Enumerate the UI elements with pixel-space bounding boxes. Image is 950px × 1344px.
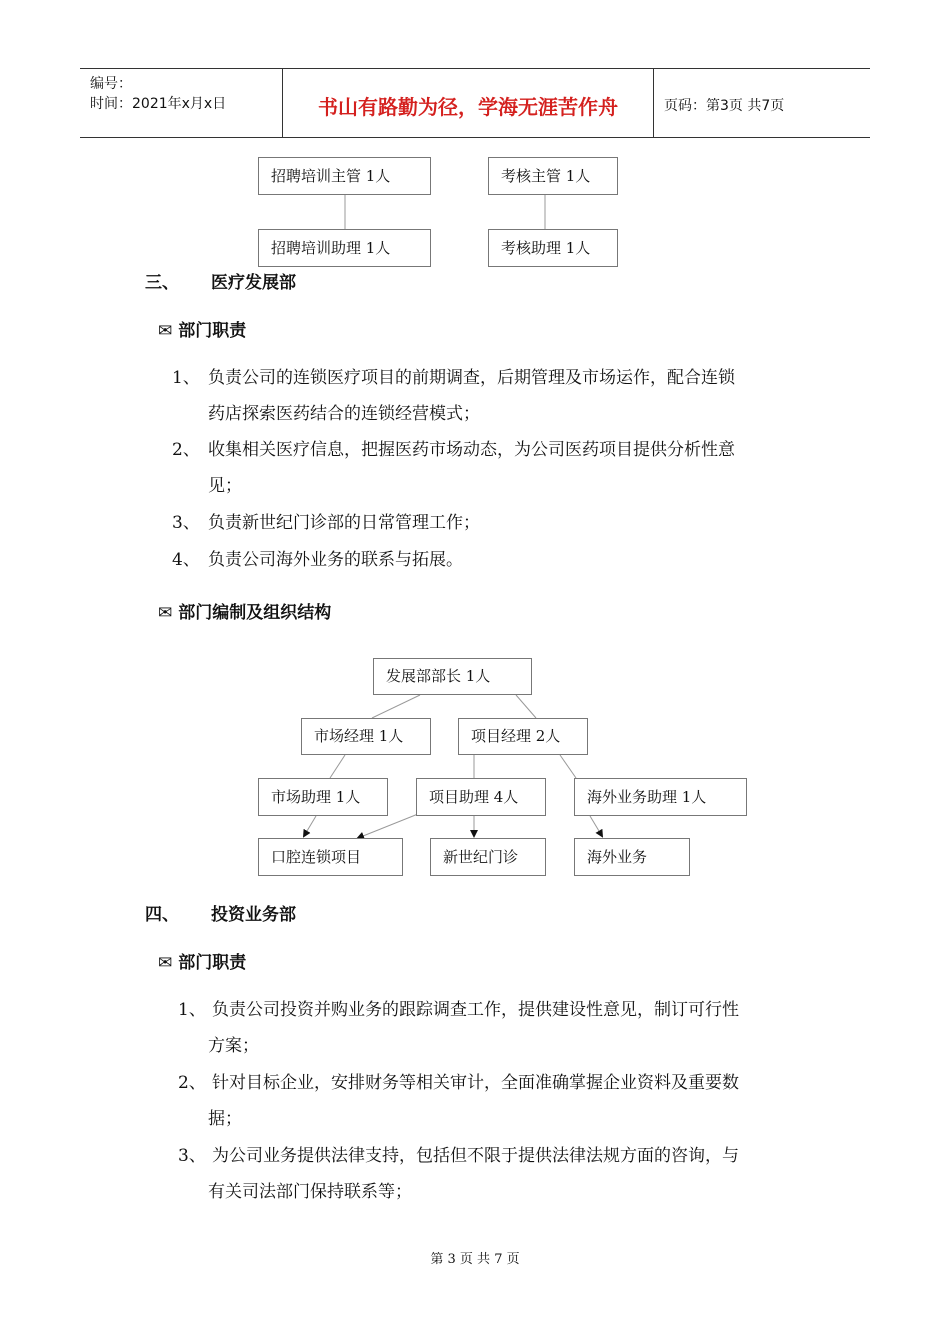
section-3-number: 三、 xyxy=(145,273,179,293)
item-number: 3、 xyxy=(172,513,200,533)
list-item xyxy=(172,360,812,432)
page-footer: 第 3 页 共 7 页 xyxy=(430,1252,520,1267)
list-item xyxy=(172,992,812,1064)
item-text xyxy=(208,1065,812,1137)
item-number: 2、 xyxy=(178,1073,206,1093)
item-line: 为公司业务提供法律支持，包括但不限于提供法律法规方面的咨询，与 xyxy=(212,1146,739,1166)
item-line: 收集相关医疗信息，把握医药市场动态，为公司医药项目提供分析性意 xyxy=(208,440,735,460)
motto: 书山有路勤为径，学海无涯苦作舟 xyxy=(318,95,618,119)
market-assistant-box: 市场助理 1人 xyxy=(258,778,388,816)
envelope-icon: ✉ xyxy=(158,603,173,623)
item-text xyxy=(208,1138,812,1210)
item-text: 负责公司海外业务的联系与拓展。 xyxy=(208,550,463,570)
envelope-icon: ✉ xyxy=(158,953,173,973)
item-number: 1、 xyxy=(172,368,200,388)
item-text xyxy=(208,360,808,432)
section-4-title: 投资业务部 xyxy=(211,905,296,925)
item-text xyxy=(208,432,808,504)
item-line: 负责公司的连锁医疗项目的前期调查，后期管理及市场运作，配合连锁 xyxy=(208,368,735,388)
time-label: 时间：2021年x月x日 xyxy=(90,96,227,112)
item-line: 方案； xyxy=(208,1036,259,1056)
item-number: 2、 xyxy=(172,440,200,460)
clinic-box: 新世纪门诊 xyxy=(430,838,546,876)
item-number: 4、 xyxy=(172,550,200,570)
envelope-icon: ✉ xyxy=(158,321,173,341)
section-3-title: 医疗发展部 xyxy=(211,273,296,293)
dental-project-box: 口腔连锁项目 xyxy=(258,838,403,876)
section-3-duties-heading xyxy=(158,316,246,341)
list-item xyxy=(172,432,812,504)
project-assistant-box: 项目助理 4人 xyxy=(416,778,546,816)
recruit-manager-box: 招聘培训主管 1人 xyxy=(258,157,431,195)
org-title: 部门编制及组织结构 xyxy=(178,603,332,623)
list-item xyxy=(172,505,812,541)
overseas-assistant-box: 海外业务助理 1人 xyxy=(574,778,747,816)
serial-label: 编号： xyxy=(90,76,132,92)
item-text xyxy=(208,992,812,1064)
section-3-org-heading xyxy=(158,598,331,623)
list-item xyxy=(172,1138,812,1210)
recruit-assistant-box: 招聘培训助理 1人 xyxy=(258,229,431,267)
item-number: 1、 xyxy=(178,1000,206,1020)
item-line: 有关司法部门保持联系等； xyxy=(208,1182,412,1202)
org-head-box: 发展部部长 1人 xyxy=(373,658,532,695)
item-line: 见； xyxy=(208,476,242,496)
market-manager-box: 市场经理 1人 xyxy=(301,718,431,755)
project-manager-box: 项目经理 2人 xyxy=(458,718,588,755)
item-number: 3、 xyxy=(178,1146,206,1166)
list-item xyxy=(172,542,812,578)
item-line: 针对目标企业，安排财务等相关审计，全面准确掌握企业资料及重要数 xyxy=(212,1073,739,1093)
section-4-number: 四、 xyxy=(145,905,179,925)
overseas-business-box: 海外业务 xyxy=(574,838,690,876)
item-line: 药店探索医药结合的连锁经营模式； xyxy=(208,404,480,424)
item-text: 负责新世纪门诊部的日常管理工作； xyxy=(208,513,480,533)
duties-title: 部门职责 xyxy=(178,953,247,973)
list-item xyxy=(172,1065,812,1137)
item-line: 据； xyxy=(208,1109,242,1129)
section-4-duties-heading xyxy=(158,948,246,973)
item-line: 负责公司投资并购业务的跟踪调查工作，提供建设性意见，制订可行性 xyxy=(212,1000,739,1020)
assess-manager-box: 考核主管 1人 xyxy=(488,157,618,195)
duties-title: 部门职责 xyxy=(178,321,247,341)
assess-assistant-box: 考核助理 1人 xyxy=(488,229,618,267)
page-info: 页码：第3页 共7页 xyxy=(664,98,785,114)
